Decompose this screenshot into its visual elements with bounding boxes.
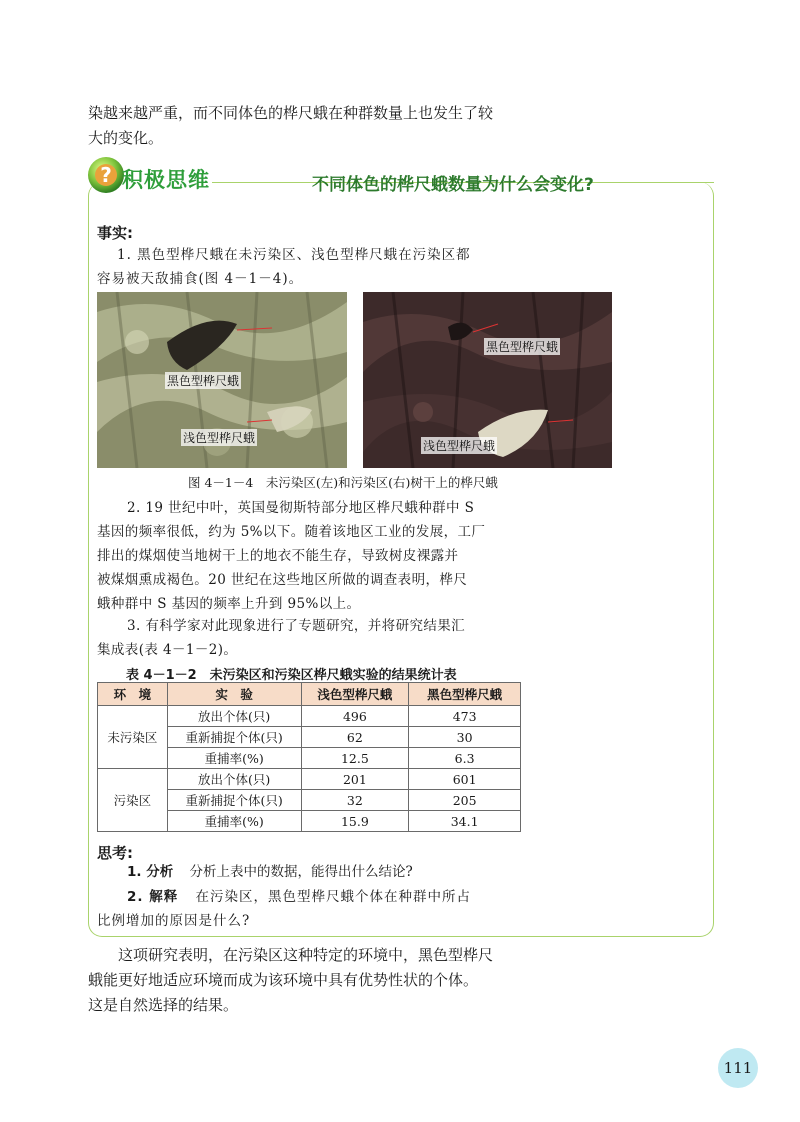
table-header-cell: 黑色型桦尺蛾 [409,683,521,706]
moth-label-light: 浅色型桦尺蛾 [423,439,496,453]
fact-line: 集成表(表 4－1－2)。 [97,642,238,658]
table-cell: 30 [409,727,521,748]
table-cell: 放出个体(只) [167,706,301,727]
question-label: 2. 解释 [127,889,179,905]
intro-line: 大的变化。 [88,129,164,147]
table-cell: 473 [409,706,521,727]
think-question-2-cont: 比例增加的原因是什么? [97,913,251,929]
question-text: 在污染区，黑色型桦尺蛾个体在种群中所占 [195,889,472,905]
fact-line: 排出的煤烟使当地树干上的地衣不能生存，导致树皮裸露并 [97,548,459,564]
question-badge-icon [86,155,126,195]
table-header-cell: 实 验 [167,683,301,706]
think-question-2 [97,885,471,909]
conclusion-paragraph [88,943,493,1018]
fact-line: 蛾种群中 S 基因的频率上升到 95%以上。 [97,596,361,612]
table-header-cell: 浅色型桦尺蛾 [301,683,409,706]
table-cell: 重捕率(%) [167,811,301,832]
photo-polluted-bark [363,292,612,468]
fact-line: 2. 19 世纪中叶，英国曼彻斯特部分地区桦尺蛾种群中 S [127,500,475,516]
conclusion-line: 蛾能更好地适应环境而成为该环境中具有优势性状的个体。 [88,971,479,989]
photo-unpolluted-bark [97,292,347,468]
table-cell: 15.9 [301,811,409,832]
fact-line: 3. 有科学家对此现象进行了专题研究，并将研究结果汇 [127,618,466,634]
page-number: 111 [718,1048,758,1088]
question-label: 1. 分析 [127,864,174,880]
section-question: 不同体色的桦尺蛾数量为什么会变化? [312,175,594,195]
table-cell: 6.3 [409,748,521,769]
table-row [98,769,521,790]
table-title: 表 4－1－2 未污染区和污染区桦尺蛾实验的结果统计表 [126,668,457,683]
figure-caption: 图 4－1－4 未污染区(左)和污染区(右)树干上的桦尺蛾 [188,475,498,490]
fact-line: 1. 黑色型桦尺蛾在未污染区、浅色型桦尺蛾在污染区都 [117,247,471,263]
fact-item-1 [97,243,471,291]
table-row [98,706,521,727]
results-table [97,682,521,832]
table-cell: 12.5 [301,748,409,769]
moth-label-dark: 黑色型桦尺蛾 [167,374,240,388]
section-title: 积极思维 [122,168,210,192]
fact-line: 基因的频率很低，约为 5%以下。随着该地区工业的发展，工厂 [97,524,486,540]
table-cell: 34.1 [409,811,521,832]
fact-item-2 [97,496,485,616]
table-cell: 重新捕捉个体(只) [167,727,301,748]
svg-text:?: ? [100,163,112,187]
question-text: 分析上表中的数据，能得出什么结论? [189,864,413,880]
facts-heading: 事实: [97,224,133,242]
env-cell: 未污染区 [98,706,168,769]
intro-line: 染越来越严重，而不同体色的桦尺蛾在种群数量上也发生了较 [88,104,494,122]
table-cell: 201 [301,769,409,790]
table-cell: 62 [301,727,409,748]
moth-label-light: 浅色型桦尺蛾 [183,431,256,445]
fact-line: 容易被天敌捕食(图 4－1－4)。 [97,271,304,287]
fact-item-3 [97,614,465,662]
env-cell: 污染区 [98,769,168,832]
table-header-row [98,683,521,706]
conclusion-line: 这是自然选择的结果。 [88,996,239,1014]
intro-paragraph [88,101,493,151]
conclusion-line: 这项研究表明，在污染区这种特定的环境中，黑色型桦尺 [118,946,494,964]
fact-line: 被煤烟熏成褐色。20 世纪在这些地区所做的调查表明，桦尺 [97,572,468,588]
table-cell: 601 [409,769,521,790]
table-cell: 重捕率(%) [167,748,301,769]
table-cell: 205 [409,790,521,811]
think-question-1 [127,860,413,884]
moth-label-dark: 黑色型桦尺蛾 [486,340,559,354]
table-cell: 32 [301,790,409,811]
think-heading: 思考: [97,844,133,862]
table-cell: 496 [301,706,409,727]
table-cell: 放出个体(只) [167,769,301,790]
table-header-cell: 环 境 [98,683,168,706]
table-cell: 重新捕捉个体(只) [167,790,301,811]
